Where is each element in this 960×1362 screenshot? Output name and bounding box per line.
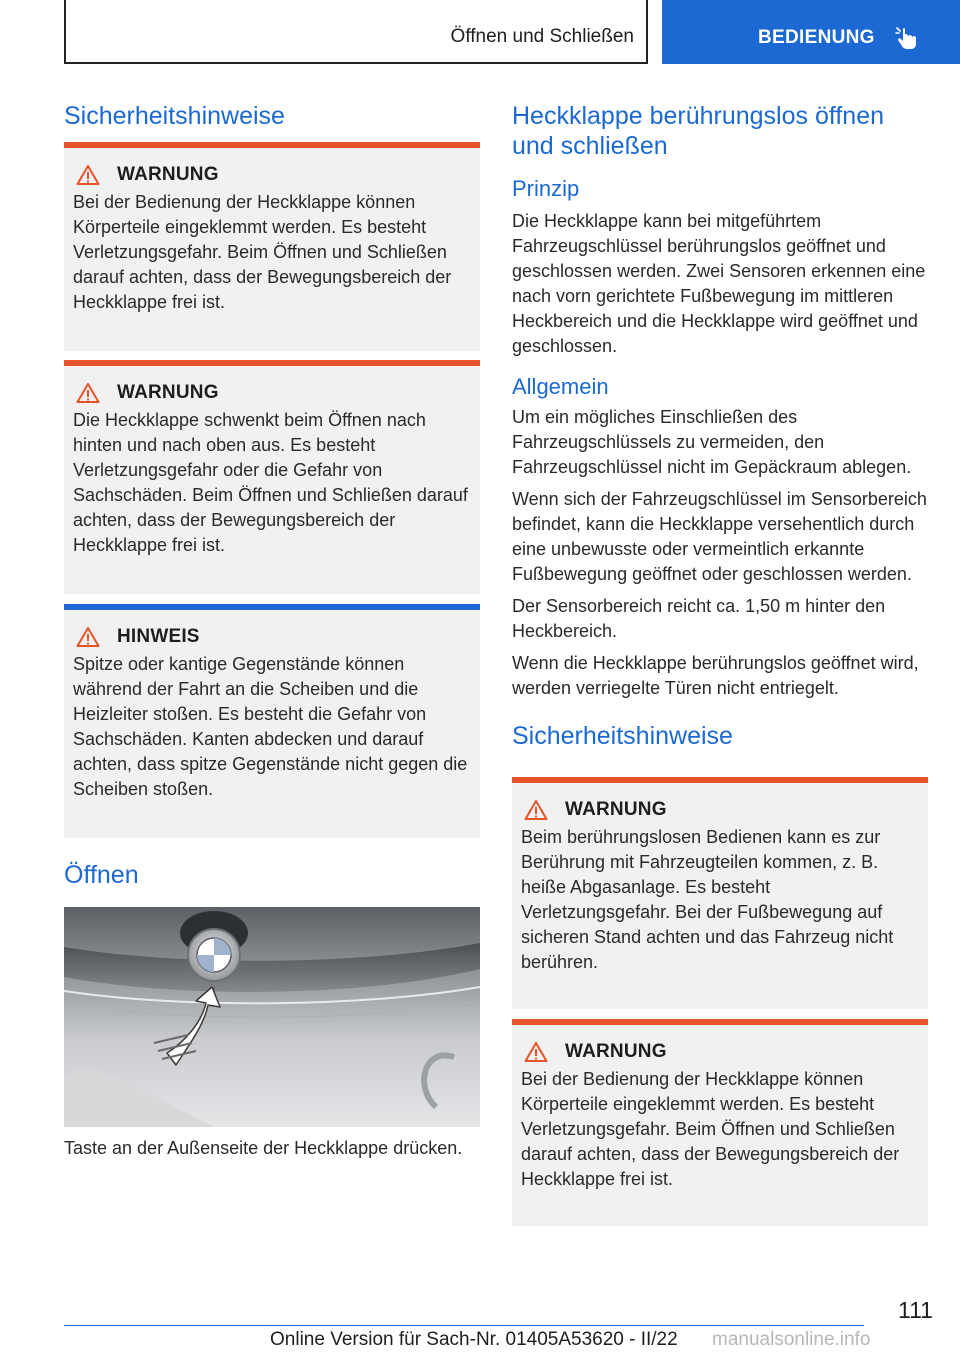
hand-pointer-icon bbox=[894, 26, 920, 52]
box-text: Beim berührungslosen Bedienen kann es zur Berührung mit Fahrzeugteilen kommen, z. B. heiße Abgasanlage. Es besteht Verletzungsgefahr. Bei der Fußbewegung auf sicheren Stand achten und das Fahrzeug nicht berühren. bbox=[521, 827, 894, 972]
chapter-title: BEDIENUNG bbox=[758, 27, 875, 48]
right-column bbox=[512, 98, 928, 1226]
box-title: WARNUNG bbox=[117, 164, 219, 185]
section-title: Öffnen und Schließen bbox=[450, 26, 634, 47]
general-paragraph: Wenn die Heckklappe berührungslos geöffnet wird, werden verriegelte Türen nicht entriegelt. bbox=[512, 653, 919, 698]
box-title: WARNUNG bbox=[565, 1041, 667, 1062]
box-text: Bei der Bedienung der Heckklappe können Körperteile eingeklemmt werden. Es besteht Verletzungsgefahr. Beim Öffnen und Schließen darauf achten, dass der Bewegungsbereich der Heckklappe frei ist. bbox=[73, 192, 452, 312]
warning-box bbox=[64, 142, 480, 351]
box-text: Spitze oder kantige Gegenstände können während der Fahrt an die Scheiben und die Heizleiter stoßen. Es besteht die Gefahr von Sachschäden. Kanten abdecken und darauf achten, dass spitze Gegenstände nicht gegen die Scheiben stoßen. bbox=[73, 654, 468, 799]
warning-triangle-icon bbox=[76, 164, 100, 186]
note-box bbox=[64, 604, 480, 838]
image-caption: Taste an der Außenseite der Heckklappe drücken. bbox=[64, 1138, 463, 1158]
box-text: Bei der Bedienung der Heckklappe können Körperteile eingeklemmt werden. Es besteht Verletzungsgefahr. Beim Öffnen und Schließen darauf achten, dass der Bewegungsbereich der Heckklappe frei ist. bbox=[521, 1069, 900, 1189]
open-heading: Öffnen bbox=[64, 861, 139, 889]
box-text: Die Heckklappe schwenkt beim Öffnen nach hinten und nach oben aus. Es besteht Verletzungsgefahr oder die Gefahr von Sachschäden. Beim Öffnen und Schließen darauf achten, dass der Bewegungsbereich der Heckklappe frei ist. bbox=[73, 410, 468, 555]
page-number: 111 bbox=[898, 1297, 933, 1323]
principle-text: Die Heckklappe kann bei mitgeführtem Fahrzeugschlüssel berührungslos geöffnet und geschlossen werden. Zwei Sensoren erkennen eine nach vorn gerichtete Fußbewegung im mittleren Heckbereich und die Heckklappe wird geöffnet und geschlossen. bbox=[512, 211, 926, 356]
warning-box bbox=[512, 1019, 928, 1226]
warning-triangle-icon bbox=[76, 382, 100, 404]
warning-triangle-icon bbox=[524, 799, 548, 821]
principle-heading: Prinzip bbox=[512, 176, 580, 201]
general-paragraph: Wenn sich der Fahrzeugschlüssel im Sensorbereich befindet, kann die Heckklappe versehentlich durch eine unbewusste oder vermeintlich erkannte Fußbewegung geöffnet oder geschlossen werden. bbox=[512, 489, 927, 584]
footer-divider bbox=[64, 1325, 864, 1326]
left-column bbox=[64, 98, 480, 1161]
watermark: manualsonline.info bbox=[712, 1329, 871, 1350]
safety-heading: Sicherheitshinweise bbox=[512, 722, 733, 750]
header-section-tab bbox=[64, 0, 648, 64]
tailgate-illustration bbox=[64, 907, 480, 1127]
main-heading: Heckklappe berührungslos öffnen und schließen bbox=[512, 102, 885, 160]
warning-box bbox=[64, 360, 480, 594]
warning-triangle-icon bbox=[524, 1041, 548, 1063]
general-heading: Allgemein bbox=[512, 374, 609, 399]
online-version-text: Online Version für Sach-Nr. 01405A53620 - II/22 bbox=[270, 1329, 678, 1350]
general-paragraph: Um ein mögliches Einschließen des Fahrzeugschlüssels zu vermeiden, den Fahrzeugschlüssel nicht im Gepäckraum ablegen. bbox=[512, 407, 912, 477]
tailgate-button-photo bbox=[64, 907, 480, 1127]
warning-box bbox=[512, 777, 928, 1009]
header-chapter-tab bbox=[662, 0, 960, 64]
box-title: HINWEIS bbox=[117, 626, 200, 647]
safety-heading: Sicherheitshinweise bbox=[64, 102, 285, 130]
box-title: WARNUNG bbox=[117, 382, 219, 403]
warning-triangle-icon bbox=[76, 626, 100, 648]
box-title: WARNUNG bbox=[565, 799, 667, 820]
general-paragraph: Der Sensorbereich reicht ca. 1,50 m hinter den Heckbereich. bbox=[512, 596, 886, 641]
